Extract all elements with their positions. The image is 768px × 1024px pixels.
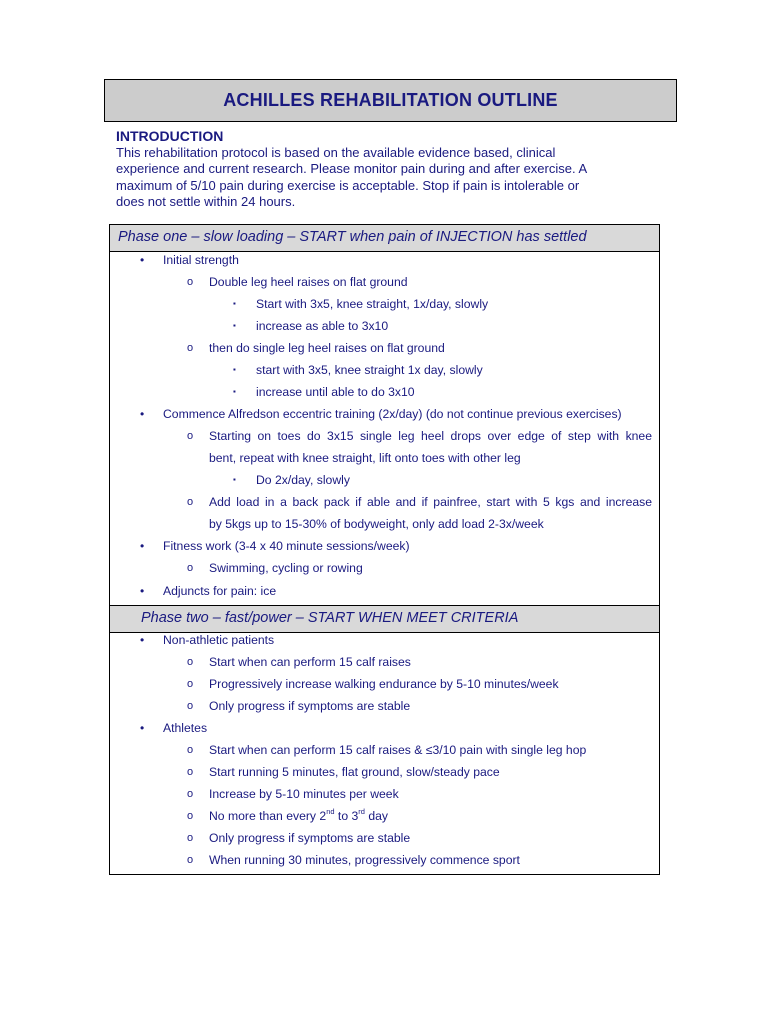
bullet-level2: o — [187, 810, 194, 822]
introduction-body — [116, 145, 646, 210]
list-item-continuation: bent, repeat with knee straight, lift onto toes with other leg — [209, 451, 521, 465]
list-item-text: day — [364, 809, 388, 823]
list-item: Starting on toes do 3x15 single leg heel drops over edge of step with knee — [209, 429, 652, 443]
phase-two-header-text: Phase two – fast/power – START WHEN MEET CRITERIA — [141, 610, 519, 626]
document-title: ACHILLES REHABILITATION OUTLINE — [223, 90, 558, 110]
list-item: Start with 3x5, knee straight, 1x/day, slowly — [256, 297, 489, 311]
list-item: start with 3x5, knee straight 1x day, slowly — [256, 363, 483, 377]
bullet-level3: ▪ — [233, 387, 236, 396]
introduction-heading: INTRODUCTION — [116, 128, 224, 144]
bullet-level2: o — [187, 744, 194, 756]
bullet-level2: o — [187, 700, 194, 712]
bullet-level1: • — [140, 407, 145, 421]
bullet-level2: o — [187, 788, 194, 800]
phase-table — [109, 224, 660, 875]
bullet-level2: o — [187, 342, 194, 354]
superscript-rd: rd — [358, 806, 365, 816]
bullet-level2: o — [187, 832, 194, 844]
superscript-nd: nd — [326, 806, 335, 816]
bullet-level3: ▪ — [233, 475, 236, 484]
introduction-line: does not settle within 24 hours. — [116, 193, 296, 209]
list-item: Start when can perform 15 calf raises — [209, 655, 411, 669]
list-item: Start running 5 minutes, flat ground, slow/steady pace — [209, 765, 500, 779]
introduction-line: maximum of 5/10 pain during exercise is acceptable. Stop if pain is intolerable or — [116, 177, 580, 193]
list-item: increase as able to 3x10 — [256, 319, 389, 333]
list-item: Non-athletic patients — [163, 633, 275, 647]
list-item: Fitness work (3-4 x 40 minute sessions/week) — [163, 539, 410, 553]
list-item: Do 2x/day, slowly — [256, 473, 350, 487]
bullet-level2: o — [187, 656, 194, 668]
list-item: Only progress if symptoms are stable — [209, 699, 411, 713]
bullet-level2: o — [187, 854, 194, 866]
bullet-level2: o — [187, 276, 194, 288]
list-item: Athletes — [163, 721, 208, 735]
bullet-level3: ▪ — [233, 365, 236, 374]
list-item — [209, 808, 388, 824]
bullet-level1: • — [140, 633, 145, 647]
phase-one-header-text: Phase one – slow loading – START when pain of INJECTION has settled — [118, 229, 587, 245]
list-item: Progressively increase walking endurance by 5-10 minutes/week — [209, 677, 559, 691]
introduction-section — [116, 128, 646, 210]
list-item-text: No more than every 2 — [209, 809, 327, 823]
list-item: Commence Alfredson eccentric training (2x/day) (do not continue previous exercises) — [163, 407, 622, 421]
bullet-level2: o — [187, 430, 194, 442]
bullet-level1: • — [140, 539, 145, 553]
list-item: Only progress if symptoms are stable — [209, 831, 411, 845]
bullet-level2: o — [187, 678, 194, 690]
list-item: Double leg heel raises on flat ground — [209, 275, 408, 289]
list-item-continuation: by 5kgs up to 15-30% of bodyweight, only add load 2-3x/week — [209, 517, 544, 531]
bullet-level1: • — [140, 584, 145, 598]
phase-one-header — [110, 225, 659, 252]
list-item: increase until able to do 3x10 — [256, 385, 415, 399]
bullet-level1: • — [140, 253, 145, 267]
list-item-text: to 3 — [334, 809, 359, 823]
list-item: Initial strength — [163, 253, 239, 267]
list-item: then do single leg heel raises on flat ground — [209, 341, 445, 355]
title-box — [104, 79, 677, 122]
list-item: When running 30 minutes, progressively commence sport — [209, 853, 520, 867]
bullet-level2: o — [187, 562, 194, 574]
list-item: Start when can perform 15 calf raises & ≤3/10 pain with single leg hop — [209, 743, 587, 757]
phase-two-header — [110, 605, 659, 633]
bullet-level3: ▪ — [233, 299, 236, 308]
list-item: Increase by 5-10 minutes per week — [209, 787, 399, 801]
bullet-level2: o — [187, 766, 194, 778]
introduction-line: experience and current research. Please monitor pain during and after exercise. A — [116, 161, 588, 177]
list-item: Add load in a back pack if able and if painfree, start with 5 kgs and increase — [209, 495, 652, 509]
list-item: Adjuncts for pain: ice — [163, 584, 277, 598]
introduction-line: This rehabilitation protocol is based on the available evidence based, clinical — [116, 145, 556, 160]
bullet-level3: ▪ — [233, 321, 236, 330]
list-item: Swimming, cycling or rowing — [209, 561, 363, 575]
bullet-level2: o — [187, 496, 194, 508]
bullet-level1: • — [140, 721, 145, 735]
